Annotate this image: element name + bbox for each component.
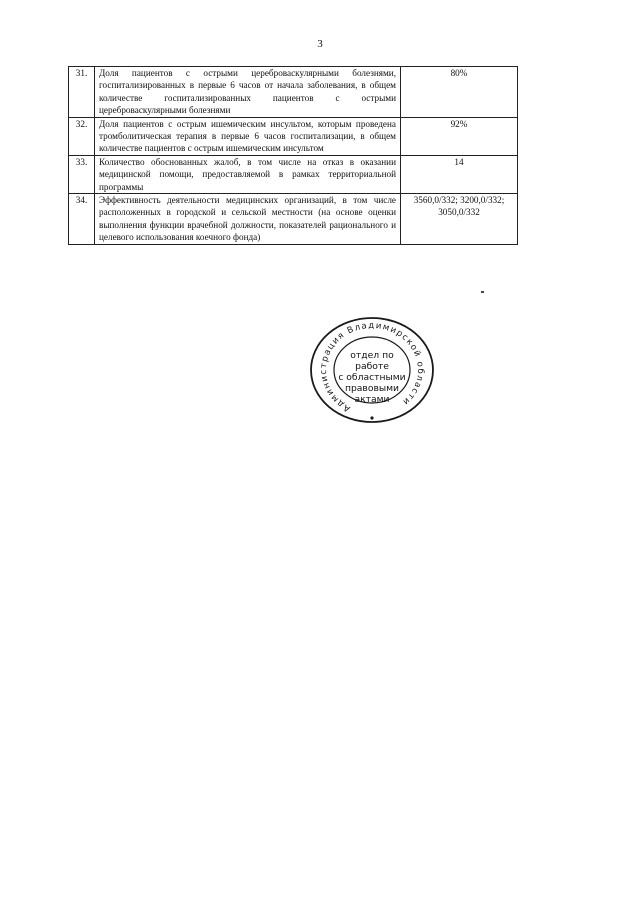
scan-speck	[481, 291, 484, 293]
seal-center-text	[334, 350, 410, 405]
official-seal	[308, 314, 436, 424]
row-value: 14	[401, 155, 518, 193]
row-value: 92%	[401, 117, 518, 155]
seal-line: правовыми	[344, 383, 400, 394]
row-value: 3560,0/332; 3200,0/332; 3050,0/332	[401, 194, 518, 245]
table-row	[69, 117, 518, 155]
seal-line: отдел по работе	[350, 350, 394, 372]
indicators-table	[68, 66, 518, 245]
page-number: 3	[317, 38, 323, 50]
seal-ring-text: Администрация Владимирской области	[318, 320, 426, 414]
table-row	[69, 194, 518, 245]
seal-line: с областными	[338, 372, 406, 383]
row-description: Доля пациентов с острым ишемическим инсультом, которым проведена тромболитическая терапия в первые 6 часов госпитализации, в общем количестве пациентов с острым ишемическим инсультом	[95, 117, 401, 155]
table-row	[69, 67, 518, 118]
row-description: Доля пациентов с острыми цереброваскулярными болезнями, госпитализированных в первые 6 часов от начала заболевания, в общем количестве госпитализированных пациентов с острыми цереброваскулярными болезнями	[95, 67, 401, 118]
row-number: 33.	[69, 155, 95, 193]
row-description: Количество обоснованных жалоб, в том числе на отказ в оказании медицинской помощи, предоставляемой в рамках территориальной программы	[95, 155, 401, 193]
row-value: 80%	[401, 67, 518, 118]
seal-dot	[370, 416, 373, 419]
seal-line: актами	[354, 394, 390, 405]
row-number: 34.	[69, 194, 95, 245]
row-number: 32.	[69, 117, 95, 155]
row-number: 31.	[69, 67, 95, 118]
row-description: Эффективность деятельности медицинских организаций, в том числе расположенных в городской и сельской местности (на основе оценки выполнения функции врачебной должности, показателей рационального и целевого использования коечного фонда)	[95, 194, 401, 245]
table-row	[69, 155, 518, 193]
